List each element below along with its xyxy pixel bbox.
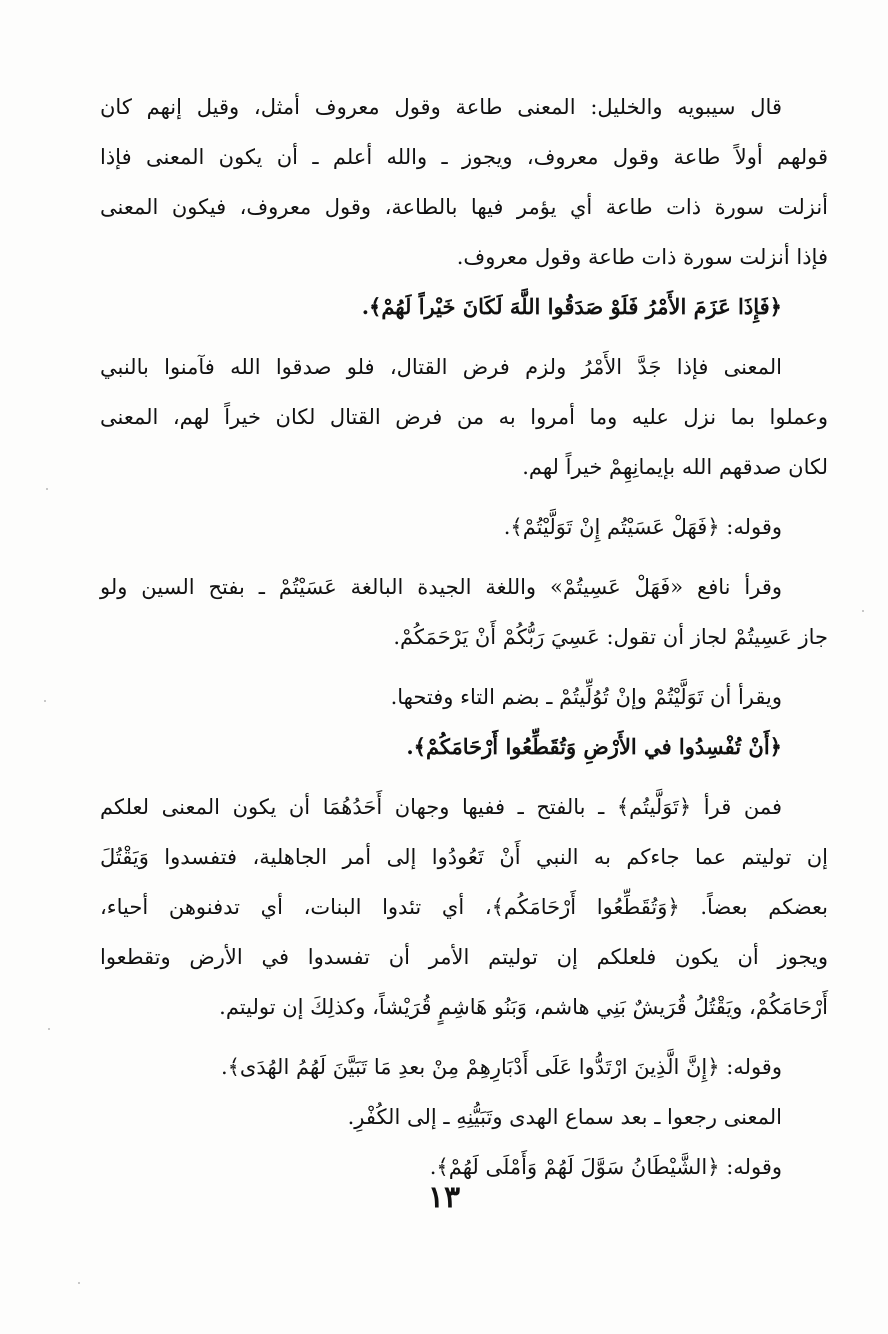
text-line: إن توليتم عما جاءكم به النبي أَنْ تَعُودُوا إلى أمر الجاهلية، فتفسدوا وَيَقْتُلَ [100, 845, 828, 869]
text-line: قولهم أولاً طاعة وقول معروف، ويجوز ـ والله أعلم ـ أن يكون المعنى فإذا [100, 145, 828, 169]
paper-speck [46, 488, 48, 490]
paper-speck [78, 1282, 80, 1284]
text-line: المعنى فإذا جَدَّ الأَمْرُ ولزم فرض القتال، فلو صدقوا الله فآمنوا بالنبي [100, 355, 782, 379]
text-line: قال سيبويه والخليل: المعنى طاعة وقول معروف أمثل، وقيل إنهم كان [100, 95, 782, 119]
quran-verse: ﴿أَنْ تُفْسِدُوا في الأَرْضِ وَتُقَطِّعُوا أَرْحَامَكُمْ﴾. [406, 734, 782, 759]
paragraph-saying [100, 502, 828, 552]
paragraph-meaning [100, 342, 828, 492]
paper-speck [44, 700, 46, 702]
paragraph-tawallaytum [100, 782, 828, 1032]
quran-verse: وقوله: ﴿الشَّيْطَانُ سَوَّلَ لَهُمْ وَأَمْلَى لَهُمْ﴾. [429, 1155, 782, 1179]
text-line: وقرأ نافع «فَهَلْ عَسِيتُمْ» واللغة الجيدة البالغة عَسَيْتُمْ ـ بفتح السين ولو [100, 575, 782, 599]
text-line: جاز عَسِيتُمْ لجاز أن تقول: عَسِيَ رَبُّكُمْ أَنْ يَرْحَمَكُمْ. [393, 625, 828, 649]
page-number: ١٣ [427, 1180, 461, 1215]
quran-verse: وقوله: ﴿إِنَّ الَّذِينَ ارْتَدُّوا عَلَى أَدْبَارِهِمْ مِنْ بعدِ مَا تَبَيَّنَ لَهُمُ الهُدَى﴾. [220, 1055, 782, 1079]
text-line: ويقرأ أن تَوَلَّيْتُمْ وإنْ تُوُلِّيتُمْ ـ بضم التاء وفتحها. [390, 685, 782, 709]
quran-verse: وقوله: ﴿فَهَلْ عَسَيْتُم إِنْ تَوَلَّيْتُمْ﴾. [503, 515, 782, 539]
paper-speck [862, 610, 864, 612]
page-body-text [100, 82, 828, 1192]
text-line: أَرْحَامَكُمْ، ويَقْتُلُ قُرَيشٌ بَنِي هاشم، وَبَنُو هَاشِمٍ قُرَيْشاً، وكذلِكَ إن توليتم. [219, 995, 828, 1019]
paragraph-reading [100, 672, 828, 772]
paragraph-nafi [100, 562, 828, 662]
text-line: أنزلت سورة ذات طاعة أي يؤمر فيها بالطاعة، وقول معروف، فيكون المعنى [100, 195, 828, 219]
text-line: لكان صدقهم الله بإيمانِهِمْ خيراً لهم. [522, 455, 828, 479]
paper-speck [48, 1028, 50, 1030]
quran-verse: ﴿فَإِذَا عَزَمَ الأَمْرُ فَلَوْ صَدَقُوا اللَّهَ لَكَانَ خَيْراً لَهُمْ﴾. [361, 294, 782, 319]
paragraph-irtaddu [100, 1042, 828, 1192]
text-line: فمن قرأ ﴿تَوَلَّيتُم﴾ ـ بالفتح ـ ففيها وجهان أَحَدُهُمَا أن يكون المعنى لعلكم [100, 795, 782, 819]
text-line: وعملوا بما نزل عليه وما أمروا به من فرض القتال لكان خيراً لهم، المعنى [100, 405, 828, 429]
paragraph-sibawayh [100, 82, 828, 282]
text-line: بعضكم بعضاً. ﴿وَتُقَطِّعُوا أَرْحَامَكُم﴾، أي تئدوا البنات، أي تدفنوهن أحياء، [100, 895, 828, 919]
text-line: المعنى رجعوا ـ بعد سماع الهدى وتَبَيُّنِهِ ـ إلى الكُفْرِ. [347, 1105, 782, 1129]
text-line: فإذا أنزلت سورة ذات طاعة وقول معروف. [456, 245, 828, 269]
verse-line [100, 282, 828, 332]
text-line: ويجوز أن يكون فلعلكم إن توليتم الأمر أن تفسدوا في الأرض وتقطعوا [100, 945, 828, 969]
